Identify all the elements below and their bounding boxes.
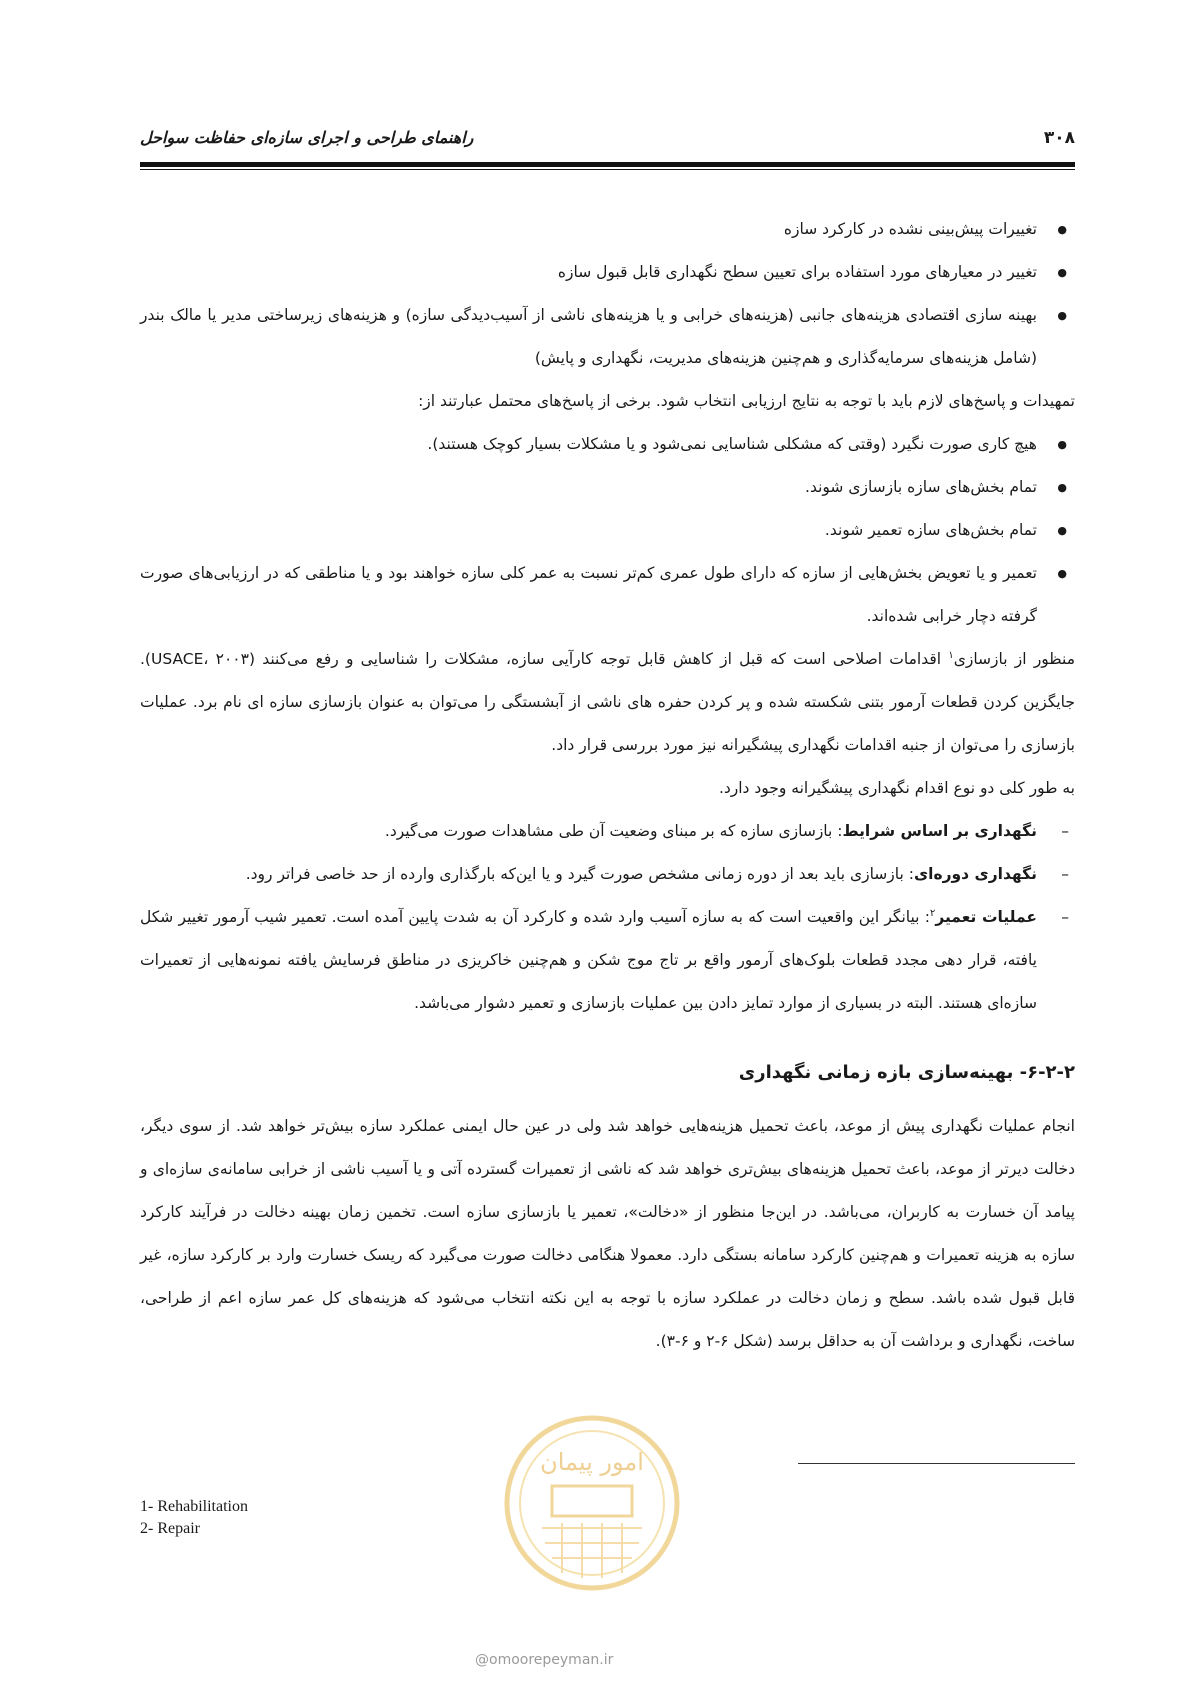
term: نگهداری بر اساس شرایط: [842, 822, 1037, 840]
definition: : بیانگر این واقعیت است که به سازه آسیب وارد شده و کارکرد آن به شدت پایین آمده است. تعمیر شیب آرمور تغییر شکل یافته، قرار دهی مجدد قطعات بلوک‌های آرمور واقع بر تاج موج شکن و هم‌چنین خاکریزی در مناطق فرسایش یافته نمونه‌هایی از تعمیرات سازه‌ای هستند. البته در بسیاری از موارد تمایز دادن بین عملیات بازسازی و تعمیر دشوار می‌باشد.: [140, 908, 1037, 1012]
footnote-2: 2- Repair: [140, 1520, 200, 1537]
term: نگهداری دوره‌ای: [913, 865, 1037, 883]
bullet-list-responses: [140, 423, 1075, 638]
section-heading: ۶-۲-۲- بهینه‌سازی بازه زمانی نگهداری: [738, 1062, 1075, 1083]
header-rule-thick: [140, 162, 1075, 167]
list-item: [140, 810, 1075, 853]
definition: : بازسازی باید بعد از دوره زمانی مشخص صورت گیرد و یا این‌که بارگذاری وارده از حد خاصی فراتر رود.: [245, 865, 914, 883]
list-item: ● تمام بخش‌های سازه بازسازی شوند.: [140, 466, 1075, 509]
list-item: ● تغییر در معیارهای مورد استفاده برای تعیین سطح نگهداری قابل قبول سازه: [140, 251, 1075, 294]
running-title: راهنمای طراحی و اجرای سازه‌ای حفاظت سواحل: [140, 128, 474, 147]
watermark-url-text: omoorepeyman.ir: [489, 1652, 614, 1668]
footnote-ref-2: ۲: [929, 907, 936, 919]
footnote-1: 1- Rehabilitation: [140, 1498, 248, 1515]
list-item: ● تغییرات پیش‌بینی نشده در کارکرد سازه: [140, 208, 1075, 251]
watermark-url: @omoorepeyman.ir: [475, 1652, 614, 1668]
paragraph-rehabilitation: [140, 638, 1075, 767]
list-item: ● تمام بخش‌های سازه تعمیر شوند.: [140, 509, 1075, 552]
watermark-logo-text: امور پیمان: [540, 1448, 644, 1476]
header-rule-thin: [140, 169, 1075, 170]
list-item: ● تعمیر و یا تعویض بخش‌هایی از سازه که دارای طول عمری کم‌تر نسبت به عمر کلی سازه خواهند بود و یا مناطقی که در ارزیابی‌های صورت گرفته دچار خرابی شده‌اند.: [140, 552, 1075, 638]
list-item: ● بهینه سازی اقتصادی هزینه‌های جانبی (هزینه‌های خرابی و یا هزینه‌های ناشی از آسیب‌دیدگی سازه) و هزینه‌های زیرساختی مدیر یا مالک بندر (شامل هزینه‌های سرمایه‌گذاری و هم‌چنین هزینه‌های مدیریت، نگهداری و پایش): [140, 294, 1075, 380]
bullet-list-changes: [140, 208, 1075, 380]
page-header: [140, 128, 1075, 162]
body-content: [140, 208, 1075, 1363]
dash-list-maintenance: [140, 810, 1075, 1025]
footnote-separator: [798, 1463, 1075, 1464]
page-number: ۳۰۸: [1043, 128, 1075, 148]
paragraph-optimization: انجام عملیات نگهداری پیش از موعد، باعث تحمیل هزینه‌هایی خواهد شد ولی در عین حال ایمنی عملکرد سازه بیش‌تر خواهد شد. از سوی دیگر، دخالت دیرتر از موعد، باعث تحمیل هزینه‌های بیش‌تری خواهد شد که ناشی از تعمیرات گسترده آتی و یا آسیب ناشی از خرابی سامانه‌ی سازه‌ای و پیامد آن خسارت به کاربران، می‌باشد. در این‌جا منظور از «دخالت»، تعمیر یا بازسازی سازه است. تخمین زمان بهینه دخالت در فرآیند کارکرد سازه به هزینه تعمیرات و هم‌چنین کارکرد سامانه بستگی دارد. معمولا هنگامی دخالت صورت می‌گیرد که ریسک خسارت وارد بر کارکرد سازه، غیر قابل قبول شده باشد. سطح و زمان دخالت در عملکرد سازه با توجه به این نکته انتخاب می‌شود که هزینه‌های کل عمر سازه اعم از طراحی، ساخت، نگهداری و برداشت آن به حداقل برسد (شکل ۶-۲ و ۶-۳).: [140, 1117, 1075, 1350]
definition: : بازسازی سازه که بر مبنای وضعیت آن طی مشاهدات صورت می‌گیرد.: [384, 822, 843, 840]
term: عملیات تعمیر: [935, 908, 1037, 926]
rehab-text-start: منظور از بازسازی: [953, 650, 1076, 668]
paragraph-responses-intro: تمهیدات و پاسخ‌های لازم باید با توجه به نتایج ارزیابی انتخاب شود. برخی از پاسخ‌های محتمل عبارتند از:: [418, 392, 1075, 410]
footnotes: [140, 1496, 248, 1540]
list-item: [140, 896, 1075, 1025]
list-item: [140, 853, 1075, 896]
paragraph-maintenance-types: به طور کلی دو نوع اقدام نگهداری پیشگیرانه وجود دارد.: [718, 779, 1075, 797]
footnote-ref-1: ۱: [948, 649, 954, 661]
list-item: ● هیچ کاری صورت نگیرد (وقتی که مشکلی شناسایی نمی‌شود و یا مشکلات بسیار کوچک هستند).: [140, 423, 1075, 466]
rehab-text-rest: اقدامات اصلاحی است که قبل از کاهش قابل توجه کارآیی سازه، مشکلات را شناسایی و رفع می‌کنند (USACE، ۲۰۰۳). جایگزین کردن قطعات آرمور بتنی شکسته شده و پر کردن حفره های ناشی از آبشستگی را می‌توان به عنوان بازسازی سازه ای نام برد. عملیات بازسازی را می‌توان از جنبه اقدامات نگهداری پیشگیرانه نیز مورد بررسی قرار داد.: [140, 650, 1075, 754]
watermark-logo-icon: [497, 1408, 687, 1608]
